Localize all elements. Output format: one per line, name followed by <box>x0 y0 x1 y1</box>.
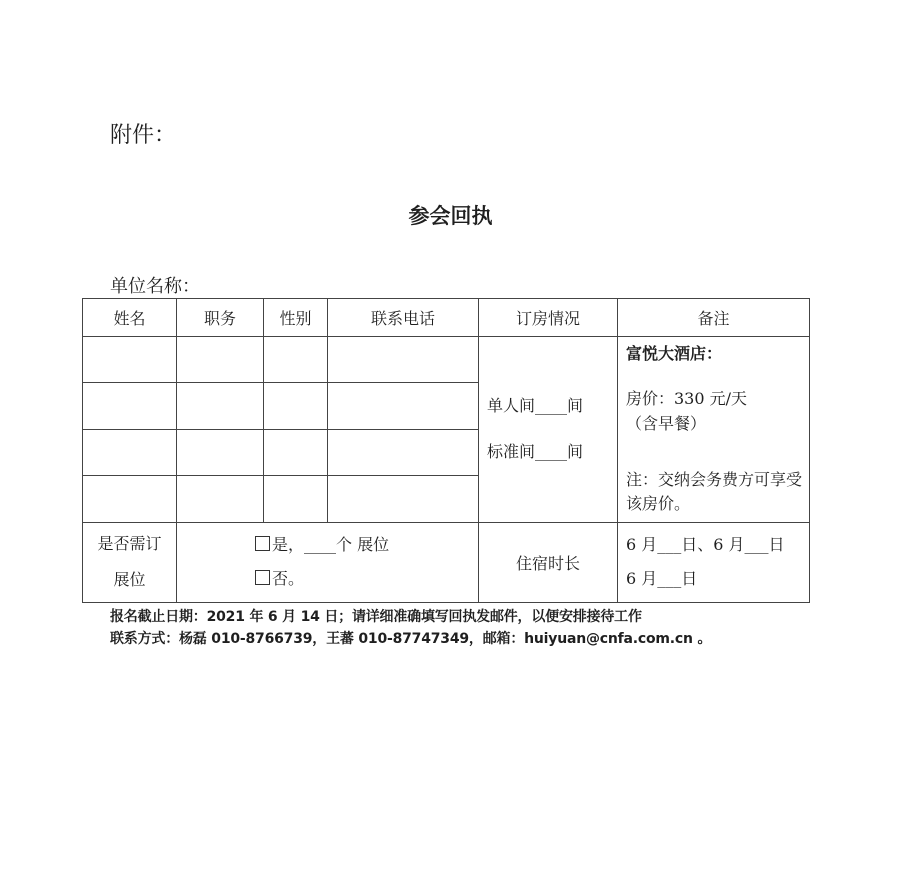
checkbox-icon[interactable] <box>255 536 270 551</box>
contact-info: 联系方式：杨磊 010-8766739，王蕃 010-87747349，邮箱：huiyuan@cnfa.com.cn 。 <box>110 631 712 647</box>
single-room-line: 单人间____间 <box>487 396 584 416</box>
checkbox-icon[interactable] <box>255 570 270 585</box>
standard-room-line: 标准间____间 <box>487 442 584 462</box>
attachment-label: 附件： <box>110 123 177 148</box>
phone-cell[interactable] <box>328 337 479 383</box>
header-name: 姓名 <box>83 299 177 337</box>
gender-cell[interactable] <box>264 337 328 383</box>
stay-dates-line: 6 月___日 <box>626 569 698 589</box>
stay-dates-line: 6 月___日、6 月___日 <box>626 535 785 555</box>
name-cell[interactable] <box>83 429 177 475</box>
header-notes: 备注 <box>618 299 810 337</box>
position-cell[interactable] <box>177 476 264 522</box>
booth-question-line: 是否需订 <box>97 534 162 554</box>
booth-no-option[interactable] <box>255 562 478 596</box>
breakfast-note: （含早餐） <box>626 414 707 434</box>
room-price: 房价：330 元/天 <box>626 389 748 409</box>
gender-cell[interactable] <box>264 476 328 522</box>
organization-name-label: 单位名称： <box>110 276 200 297</box>
table-header-row <box>83 299 810 337</box>
booth-no-label: 否。 <box>272 569 305 589</box>
name-cell[interactable] <box>83 476 177 522</box>
notes-cell <box>618 337 810 522</box>
gender-cell[interactable] <box>264 429 328 475</box>
phone-cell[interactable] <box>328 476 479 522</box>
phone-cell[interactable] <box>328 383 479 429</box>
discount-note: 注：交纳会务费方可享受该房价。 <box>626 469 803 513</box>
booth-question-cell <box>83 522 177 602</box>
phone-cell[interactable] <box>328 429 479 475</box>
table-row <box>83 337 810 383</box>
name-cell[interactable] <box>83 383 177 429</box>
booth-question-line: 展位 <box>113 570 146 590</box>
booth-yes-label: 是，____个 展位 <box>272 535 390 555</box>
header-gender: 性别 <box>264 299 328 337</box>
booth-yes-option[interactable] <box>255 528 478 562</box>
stay-duration-label: 住宿时长 <box>479 522 618 602</box>
header-phone: 联系电话 <box>328 299 479 337</box>
position-cell[interactable] <box>177 337 264 383</box>
hotel-name: 富悦大酒店： <box>626 344 723 364</box>
page-title: 参会回执 <box>408 204 493 228</box>
position-cell[interactable] <box>177 429 264 475</box>
stay-dates-cell[interactable] <box>618 522 810 602</box>
gender-cell[interactable] <box>264 383 328 429</box>
registration-form-table <box>82 298 810 603</box>
position-cell[interactable] <box>177 383 264 429</box>
name-cell[interactable] <box>83 337 177 383</box>
header-room-booking: 订房情况 <box>479 299 618 337</box>
room-booking-cell[interactable] <box>479 337 618 522</box>
header-position: 职务 <box>177 299 264 337</box>
booth-options-cell <box>177 522 479 602</box>
booth-row <box>83 522 810 602</box>
deadline-note: 报名截止日期：2021 年 6 月 14 日；请详细准确填写回执发邮件，以便安排接待工作 <box>110 609 642 625</box>
